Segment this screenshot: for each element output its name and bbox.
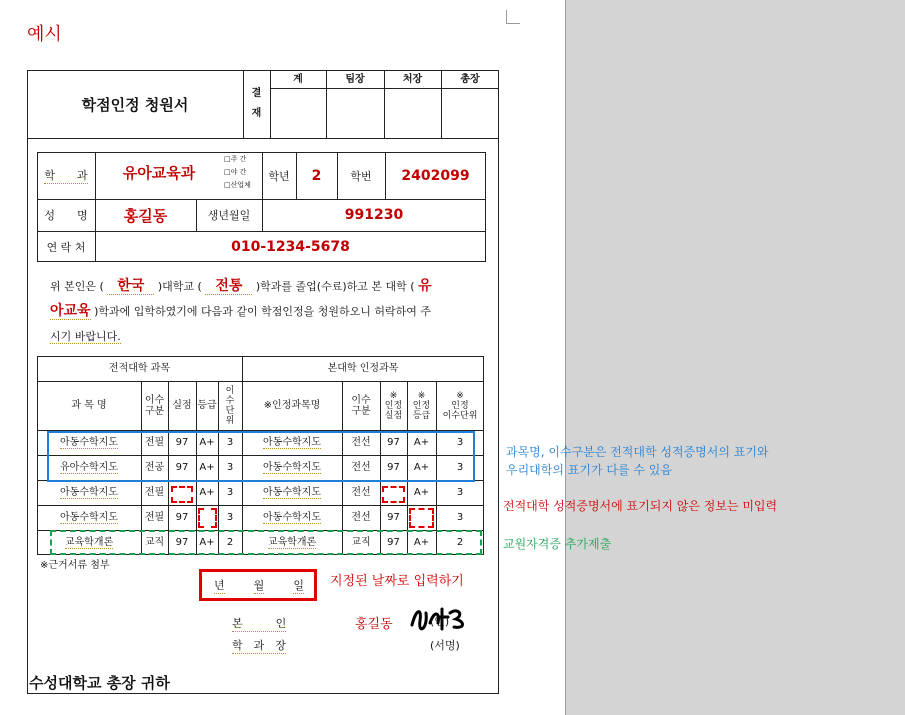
cell-course: 교육학개론 — [64, 536, 114, 548]
cell-course: 아동수학지도 — [60, 436, 118, 448]
cell-score: 97 — [175, 462, 189, 473]
cell-rscore: 97 — [387, 437, 400, 448]
cell-credit: 3 — [226, 437, 234, 448]
checkbox-night[interactable]: □야 간 — [224, 168, 247, 176]
green-highlight-box — [50, 530, 482, 555]
school-value: 한국 — [107, 278, 154, 295]
missing-rscore-box — [382, 486, 405, 503]
sign-label: (서명) — [430, 639, 460, 652]
note-blue: 과목명, 이수구분은 전적대학 성적증명서의 표기와 우리대학의 표기가 다를 수 있음 — [506, 445, 769, 477]
name-value: 홍길동 — [123, 206, 168, 225]
col-rtype: 이수 구분 — [351, 394, 371, 417]
checkbox-day[interactable]: □주 간 — [224, 155, 247, 163]
cell-rtype: 전선 — [351, 487, 371, 498]
col-rcourse: ※인정과목명 — [263, 400, 321, 411]
self-label: 본 인 — [232, 617, 287, 630]
birth-value: 991230 — [344, 207, 404, 223]
cell-type: 전공 — [144, 462, 165, 473]
group-prev-header: 전적대학 과목 — [108, 363, 171, 374]
cell-rscore: 97 — [387, 462, 400, 473]
cell-type: 교직 — [144, 537, 165, 548]
cell-rgrade: A+ — [413, 437, 430, 448]
approval-header: 총장 — [460, 73, 480, 85]
cell-grade: A+ — [199, 487, 215, 498]
cell-grade: A+ — [199, 437, 215, 448]
cell-rcourse: 아동수학지도 — [263, 486, 321, 498]
dept-value-inline: 아교육 — [50, 303, 91, 319]
cell-credit: 3 — [226, 512, 234, 523]
page-label: 예시 — [27, 24, 62, 45]
cell-type: 전필 — [144, 487, 165, 498]
dept-value: 유아교육과 — [122, 163, 196, 182]
cell-type: 전필 — [144, 512, 165, 523]
col-rgrade: ※ 인정 등급 — [412, 390, 431, 421]
cell-rgrade: A+ — [413, 537, 430, 548]
self-name: 홍길동 — [355, 617, 393, 632]
recipient: 수성대학교 총장 귀하 — [29, 674, 170, 692]
cell-rscore: 97 — [387, 512, 400, 523]
cell-rcredit: 3 — [456, 487, 464, 498]
cell-rcredit: 3 — [456, 462, 464, 473]
group-ours-header: 본대학 인정과목 — [327, 363, 399, 374]
col-rcredit: ※ 인정 이수단위 — [442, 390, 478, 421]
col-rscore: ※ 인정 실점 — [384, 390, 403, 421]
approval-header: 팀장 — [345, 73, 365, 85]
col-score: 실점 — [172, 400, 192, 411]
cell-rgrade: A+ — [413, 462, 430, 473]
name-label: 성 명 — [44, 209, 88, 222]
cell-rscore: 97 — [387, 537, 400, 548]
cell-score: 97 — [175, 437, 189, 448]
blue-highlight-box — [47, 431, 475, 482]
cell-type: 전필 — [144, 437, 165, 448]
missing-rgrade-box — [409, 508, 434, 528]
checkbox-industry[interactable]: □산업체 — [224, 181, 251, 189]
major-value: 전통 — [205, 278, 252, 295]
statement: 위 본인은 ( 한국 )대학교 ( 전통 )학과를 졸업(수료)하고 본 대학 ( 유 아교육 )학과에 입학하였기에 다음과 같이 학점인정을 청원하오니 허락하여 주 시기 바랍니다. — [50, 278, 432, 343]
col-course: 과 목 명 — [71, 400, 107, 411]
cell-rcourse: 아동수학지도 — [263, 461, 321, 473]
page-margin-background — [565, 0, 905, 715]
cell-course: 아동수학지도 — [60, 486, 118, 498]
note-green: 교원자격증 추가제출 — [503, 537, 612, 551]
cell-rcourse: 아동수학지도 — [263, 511, 321, 523]
phone-value: 010-1234-5678 — [231, 238, 350, 255]
missing-score-box — [171, 486, 193, 503]
cell-rtype: 전선 — [351, 462, 371, 473]
grade-value: 2 — [311, 167, 322, 184]
grade-label: 학년 — [268, 169, 290, 183]
birth-label: 생년월일 — [207, 209, 251, 222]
note-date: 지정된 날짜로 입력하기 — [330, 574, 464, 589]
cell-credit: 3 — [226, 462, 234, 473]
cell-course: 아동수학지도 — [60, 511, 118, 523]
cell-course: 유아수학지도 — [60, 461, 118, 473]
cell-credit: 2 — [226, 537, 234, 548]
cell-rtype: 전선 — [351, 512, 371, 523]
cell-rcourse: 교육학개론 — [267, 536, 317, 548]
dept-label: 학 과 — [44, 169, 88, 182]
attachment-note: ※근거서류 첨부 — [40, 560, 110, 571]
cell-grade: A+ — [199, 537, 215, 548]
seal-mark: (인) — [430, 615, 450, 628]
shift-checks — [224, 153, 251, 192]
head-label: 학 과 장 — [232, 639, 286, 652]
col-credit: 이 수 단 위 — [225, 385, 235, 426]
note-red: 전적대학 성적증명서에 표기되지 않은 정보는 미입력 — [503, 499, 778, 513]
col-grade: 등급 — [197, 400, 217, 411]
approval-label: 결 재 — [251, 88, 262, 119]
cell-rcourse: 아동수학지도 — [263, 436, 321, 448]
cell-grade: A+ — [199, 462, 215, 473]
cell-credit: 3 — [226, 487, 234, 498]
cell-rcredit: 3 — [456, 512, 464, 523]
cell-rtype: 교직 — [351, 537, 371, 548]
form-title: 학점인정 청원서 — [81, 95, 189, 114]
cell-score: 97 — [175, 537, 189, 548]
cell-rtype: 전선 — [351, 437, 371, 448]
missing-grade-box — [198, 508, 217, 528]
cell-rcredit: 2 — [456, 537, 464, 548]
approval-header: 처장 — [402, 73, 423, 85]
phone-label: 연 락 처 — [46, 240, 86, 254]
cell-score: 97 — [175, 512, 189, 523]
crop-mark — [506, 10, 520, 24]
date-field[interactable]: 년 월 일 — [214, 579, 304, 592]
student-no-label: 학번 — [350, 169, 372, 183]
student-no-value: 2402099 — [401, 167, 470, 184]
cell-rgrade: A+ — [413, 487, 430, 498]
approval-header: 계 — [293, 73, 303, 85]
col-type: 이수 구분 — [144, 394, 165, 417]
cell-rcredit: 3 — [456, 437, 464, 448]
